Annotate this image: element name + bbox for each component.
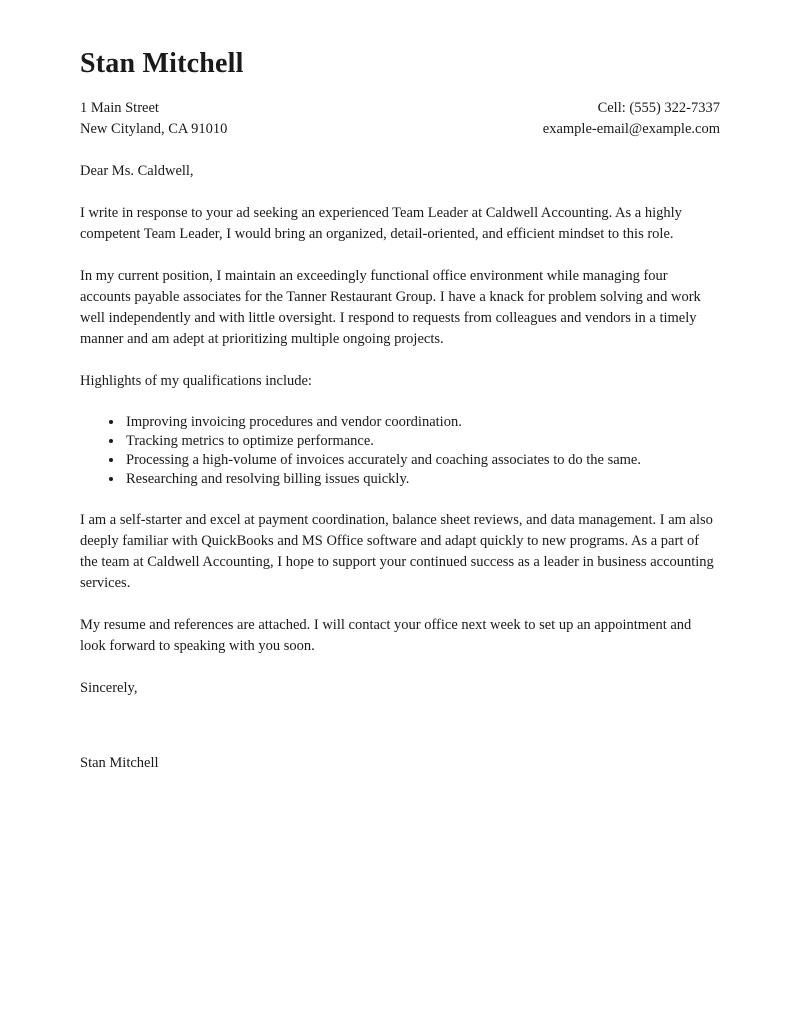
salutation: Dear Ms. Caldwell, [80, 163, 194, 179]
letter-header [80, 98, 720, 140]
highlights-list [80, 413, 720, 489]
sender-contact-block [543, 98, 720, 140]
paragraph-follow-up: My resume and references are attached. I will contact your office next week to set up an appointment and look forward to speaking with you soon. [80, 617, 692, 654]
highlights-intro: Highlights of my qualifications include: [80, 373, 312, 389]
contact-email: example-email@example.com [542, 121, 720, 137]
sender-address-block [80, 98, 227, 140]
closing: Sincerely, [80, 680, 138, 696]
address-line-1: 1 Main Street [80, 100, 159, 116]
signature-name: Stan Mitchell [80, 755, 159, 771]
contact-cell: Cell: (555) 322-7337 [597, 100, 720, 116]
highlight-item: • Improving invoicing procedures and vendor coordination. [124, 413, 720, 432]
paragraph-skills: I am a self-starter and excel at payment coordination, balance sheet reviews, and data management. I am also deeply familiar with QuickBooks and MS Office software and adapt quickly to new programs. As a part of the team at Caldwell Accounting, I hope to support your continued success as a leader in business accounting services. [80, 512, 714, 591]
address-line-2: New Cityland, CA 91010 [80, 121, 228, 137]
paragraph-intro: I write in response to your ad seeking an experienced Team Leader at Caldwell Accounting. As a highly competent Team Leader, I would bring an organized, detail-oriented, and efficient mindset to this role. [80, 205, 682, 242]
sender-name-heading: Stan Mitchell [80, 48, 244, 79]
paragraph-current-position: In my current position, I maintain an exceedingly functional office environment while managing four accounts payable associates for the Tanner Restaurant Group. I have a knack for problem solving and work well independently and with little oversight. I respond to requests from colleagues and vendors in a timely manner and am adept at prioritizing multiple ongoing projects. [80, 268, 701, 347]
highlight-item: • Researching and resolving billing issues quickly. [124, 470, 720, 489]
highlight-item: • Tracking metrics to optimize performance. [124, 432, 720, 451]
highlight-item: • Processing a high-volume of invoices accurately and coaching associates to do the same. [124, 451, 720, 470]
